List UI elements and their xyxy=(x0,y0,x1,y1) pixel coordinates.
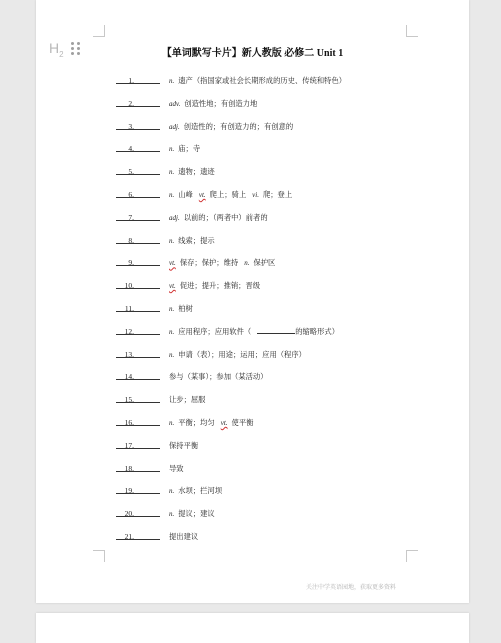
definition-text: 让步；屈服 xyxy=(169,395,206,405)
item-number: 6. xyxy=(128,190,134,199)
answer-blank[interactable] xyxy=(116,265,160,266)
item-number: 12. xyxy=(124,326,134,336)
definition xyxy=(169,509,221,519)
definition xyxy=(169,372,274,382)
part-of-speech: n. xyxy=(169,510,175,519)
answer-blank[interactable] xyxy=(116,243,160,244)
definition-text: 水坝；拦河坝 xyxy=(178,486,223,496)
definition xyxy=(169,99,263,109)
page-corner-mark xyxy=(93,25,105,37)
definition-text: 柏树 xyxy=(178,304,193,313)
item-number: 15. xyxy=(124,395,134,405)
definition xyxy=(169,395,211,405)
part-of-speech: vt. xyxy=(169,259,176,268)
vocab-item xyxy=(36,120,469,134)
footer-note: 关注中学英语园地，获取更多资料 xyxy=(306,584,397,591)
vocab-item xyxy=(36,439,469,453)
vocab-item xyxy=(36,142,469,156)
answer-blank[interactable] xyxy=(116,106,160,107)
part-of-speech: n. xyxy=(169,327,175,336)
part-of-speech: vt. xyxy=(169,282,176,291)
part-of-speech: n. xyxy=(169,145,175,154)
item-number: 2. xyxy=(128,98,134,108)
item-number: 17. xyxy=(124,440,134,450)
part-of-speech: n. xyxy=(169,191,175,199)
item-number: 9. xyxy=(128,258,134,268)
part-of-speech: n. xyxy=(169,419,175,427)
answer-blank[interactable] xyxy=(116,83,160,84)
heading-badge-sub: 2 xyxy=(59,49,64,59)
definition-text: 导致 xyxy=(169,463,184,473)
part-of-speech: n. xyxy=(169,236,175,245)
definition xyxy=(169,122,299,132)
page-title: 【单词默写卡片】新人教版 必修二 Unit 1 xyxy=(161,48,344,59)
definition-text: 提议；建议 xyxy=(178,509,215,519)
item-number: 18. xyxy=(124,463,134,473)
vocab-item xyxy=(36,74,469,88)
answer-blank[interactable] xyxy=(116,151,160,152)
definition xyxy=(169,441,204,451)
answer-blank[interactable] xyxy=(116,311,160,312)
answer-blank[interactable] xyxy=(116,288,160,289)
definition-text: 庙；寺 xyxy=(178,144,201,154)
item-number: 3. xyxy=(128,121,134,131)
part-of-speech: n. xyxy=(169,77,175,85)
vocab-item xyxy=(36,302,469,316)
vocab-item xyxy=(36,370,469,384)
page-corner-mark xyxy=(406,550,418,562)
answer-blank[interactable] xyxy=(116,493,160,494)
definition-text: 促进；提升；推销；晋级 xyxy=(179,281,261,291)
definition xyxy=(169,304,199,314)
part-of-speech: n. xyxy=(169,305,175,313)
page-corner-mark xyxy=(406,25,418,37)
item-number: 20. xyxy=(124,509,134,519)
answer-blank[interactable] xyxy=(116,129,160,130)
answer-blank[interactable] xyxy=(116,334,160,335)
vocab-item xyxy=(36,484,469,498)
answer-blank[interactable] xyxy=(116,379,160,380)
definition-text: 爬；登上 xyxy=(262,190,293,199)
definition xyxy=(169,350,312,360)
definition-text: 参与（某事）；参加（某活动） xyxy=(169,372,268,382)
item-number: 19. xyxy=(124,486,134,496)
definition xyxy=(169,532,204,542)
definition xyxy=(169,486,228,496)
part-of-speech: adv. xyxy=(169,99,181,108)
part-of-speech: adj. xyxy=(169,213,180,222)
definition-text: 申请（表）；用途；运用；应用（程序） xyxy=(178,349,306,359)
vocab-item xyxy=(36,165,469,179)
vocab-item xyxy=(36,256,469,270)
item-number: 4. xyxy=(128,144,134,154)
definition-text: 遗物；遗迹 xyxy=(178,167,215,177)
definition-text: 爬上；骑上 xyxy=(209,190,247,199)
answer-blank[interactable] xyxy=(116,197,160,198)
item-number: 5. xyxy=(128,167,134,177)
definition xyxy=(169,167,221,177)
definition-text: 应用程序；应用软件（ xyxy=(178,326,252,336)
definition xyxy=(169,144,206,154)
page-corner-mark xyxy=(93,550,105,562)
definition xyxy=(169,190,298,200)
definition xyxy=(169,418,259,428)
definition-text: 遗产（指国家或社会长期形成的历史、传统和特色） xyxy=(178,76,347,85)
document-page xyxy=(36,0,469,603)
definition xyxy=(169,327,345,337)
answer-blank[interactable] xyxy=(116,471,160,472)
vocab-item xyxy=(36,416,469,430)
answer-blank[interactable] xyxy=(116,448,160,449)
definition-text: 山峰 xyxy=(178,190,193,199)
heading-badge: H xyxy=(49,40,60,56)
part-of-speech: n. xyxy=(169,350,175,359)
definition-text: 保持平衡 xyxy=(169,440,199,450)
vocab-item xyxy=(36,234,469,248)
vocab-item xyxy=(36,393,469,407)
definition-text: 创造性的；有创造力的；有创意的 xyxy=(183,121,294,131)
vocab-item xyxy=(36,530,469,544)
answer-blank[interactable] xyxy=(116,357,160,358)
vocab-item xyxy=(36,507,469,521)
definition-text: 以前的；（两者中）前者的 xyxy=(183,212,268,222)
part-of-speech: adj. xyxy=(169,122,180,131)
vocab-item xyxy=(36,211,469,225)
definition-text: 保护区 xyxy=(253,258,276,268)
definition xyxy=(169,76,352,86)
vocab-item xyxy=(36,97,469,111)
next-page xyxy=(36,613,469,643)
item-number: 16. xyxy=(124,418,134,427)
definition xyxy=(169,236,221,246)
part-of-speech: vi. xyxy=(252,191,259,199)
vocab-item xyxy=(36,325,469,339)
part-of-speech: vt. xyxy=(198,191,206,199)
vocab-item xyxy=(36,348,469,362)
definition-text: 平衡；均匀 xyxy=(178,418,215,427)
answer-blank[interactable] xyxy=(116,174,160,175)
inline-answer-blank[interactable] xyxy=(257,333,295,334)
item-number: 13. xyxy=(124,349,134,359)
answer-blank[interactable] xyxy=(116,220,160,221)
vocab-item xyxy=(36,188,469,202)
answer-blank[interactable] xyxy=(116,539,160,540)
vocab-item xyxy=(36,462,469,476)
definition-text: 保存；保护；维持 xyxy=(179,258,239,268)
item-number: 14. xyxy=(124,372,134,382)
definition xyxy=(169,464,190,474)
part-of-speech: vt. xyxy=(220,419,228,427)
part-of-speech: n. xyxy=(244,259,250,268)
definition-text: 提出建议 xyxy=(169,532,199,541)
definition-text: 使平衡 xyxy=(231,418,254,427)
part-of-speech: n. xyxy=(169,168,175,177)
definition xyxy=(169,213,274,223)
item-number: 7. xyxy=(128,212,134,222)
item-number: 11. xyxy=(124,304,134,313)
item-number: 10. xyxy=(124,281,134,291)
part-of-speech: n. xyxy=(169,487,175,496)
definition xyxy=(169,281,266,291)
answer-blank[interactable] xyxy=(116,516,160,517)
item-number: 8. xyxy=(128,235,134,245)
definition xyxy=(169,258,281,268)
definition-text: 的缩略形式） xyxy=(295,326,339,336)
item-number: 21. xyxy=(124,532,134,541)
answer-blank[interactable] xyxy=(116,402,160,403)
item-number: 1. xyxy=(128,76,134,85)
definition-text: 创造性地；有创造力地 xyxy=(184,98,258,108)
definition-text: 线索；提示 xyxy=(178,235,215,245)
answer-blank[interactable] xyxy=(116,425,160,426)
vocab-item xyxy=(36,279,469,293)
